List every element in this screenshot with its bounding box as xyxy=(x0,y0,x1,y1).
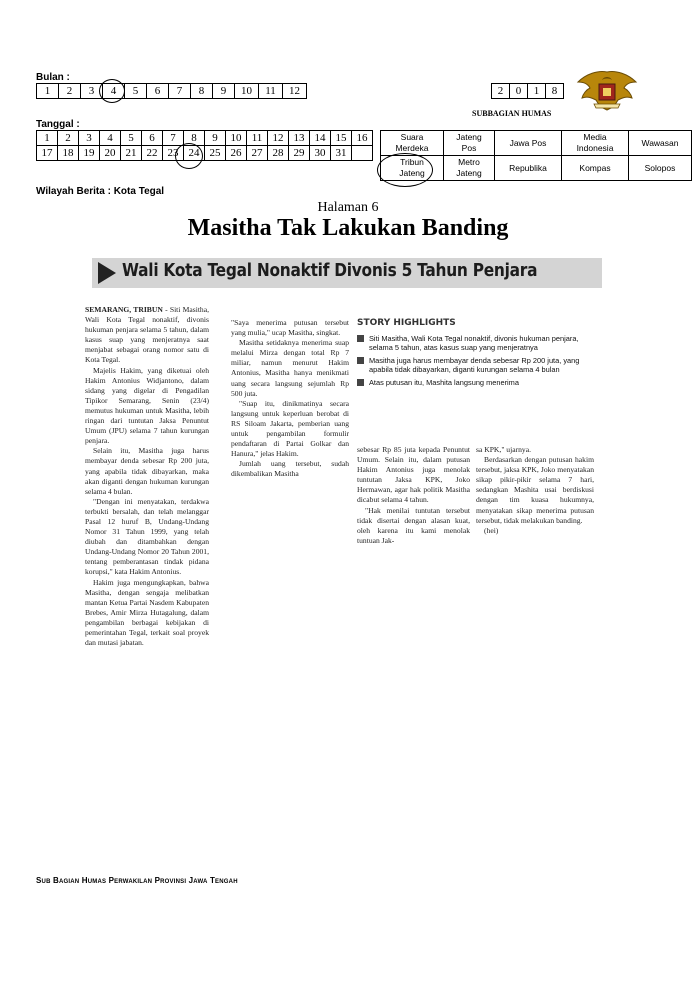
grid-cell: 29 xyxy=(289,146,310,161)
grid-cell: 1 xyxy=(37,131,58,146)
grid-cell: 1 xyxy=(37,84,59,99)
media-cell xyxy=(562,156,629,181)
media-name-line1: Kompas xyxy=(579,162,611,173)
media-name-line1: Suara xyxy=(400,132,424,142)
page-number: Halaman 6 xyxy=(317,200,379,215)
media-name-line2: Merdeka xyxy=(395,143,429,153)
article-paragraph xyxy=(231,318,349,338)
highlight-bullet-icon xyxy=(357,335,364,342)
paragraph-text: Hakim juga mengungkapkan, bahwa Masitha, dengan sengaja melibatkan mantan Ketua Partai Nasdem Kabupaten Brebes, Amir Mirza Hutagalung, dalam pengambilan berbagai kebijakan di pemerintahan Tegal, terkait soal proyek dan mutasi jabatan. xyxy=(85,577,209,648)
paragraph-text: (hei) xyxy=(484,525,499,535)
grid-cell: 11 xyxy=(259,84,283,99)
media-name-line1: Media xyxy=(583,132,607,142)
grid-cell: 7 xyxy=(169,84,191,99)
media-cell xyxy=(562,131,629,156)
article-paragraph xyxy=(85,305,209,366)
grid-cell: 26 xyxy=(226,146,247,161)
tanggal-label: Tanggal : xyxy=(36,119,80,130)
grid-cell: 23 xyxy=(163,146,184,161)
media-name-line1: Jateng xyxy=(456,132,482,142)
grid-cell: 12 xyxy=(268,131,289,146)
paragraph-text: "Dengan ini menyatakan, terdakwa terbukti bersalah, dan telah melanggar Pasal 12 huruf B, Undang-Undang Nomor 31 Tahun 1999, yang telah diubah dan ditambahkan dengan Undang-Undang Nomor 20 Tahun 2001, tentang pemberantasan tindak pidana korupsi," kata Hakim Antonius. xyxy=(85,496,209,577)
article-paragraph xyxy=(357,445,470,506)
highlight-bullet-icon xyxy=(357,379,364,386)
media-name-line1: Wawasan xyxy=(641,137,679,148)
selected-media-circle xyxy=(377,153,433,187)
highlight-text: Atas putusan itu, Mashita langsung menerima xyxy=(369,377,519,387)
highlight-bullet-icon xyxy=(357,357,364,364)
month-grid xyxy=(36,83,307,99)
headline-arrow-icon xyxy=(96,260,118,286)
selected-month-circle xyxy=(99,79,125,103)
grid-cell: 6 xyxy=(142,131,163,146)
article-column-2 xyxy=(231,318,349,558)
media-name-line1: Republika xyxy=(509,162,547,173)
paragraph-text: "Hak menilai tuntutan tersebut tidak disertai dengan alasan kuat, oleh karena itu kami menolak tuntuan Jak- xyxy=(357,505,470,545)
page-title: Masitha Tak Lakukan Banding xyxy=(187,215,509,241)
media-name-line1: Jawa Pos xyxy=(509,137,547,148)
article-paragraph xyxy=(85,446,209,496)
paragraph-text: Selain itu, Masitha juga harus membayar denda sebesar Rp 200 juta, yang apabila tidak dibayarkan, maka akan diganti dengan hukuman kurungan selama 4 bulan. xyxy=(85,446,209,496)
grid-cell: 2 xyxy=(492,84,510,99)
grid-cell: 3 xyxy=(79,131,100,146)
grid-cell: 21 xyxy=(121,146,142,161)
media-name-line2: Jateng xyxy=(456,168,482,178)
grid-cell: 3 xyxy=(81,84,103,99)
grid-cell: 24 xyxy=(184,146,205,161)
grid-cell: 8 xyxy=(191,84,213,99)
grid-cell: 5 xyxy=(121,131,142,146)
grid-cell: 8 xyxy=(184,131,205,146)
paragraph-text: Jumlah uang tersebut, sudah dikembalikan Masitha xyxy=(231,459,349,479)
paragraph-text: "Suap itu, dinikmatinya secara langsung untuk keperluan berobat di RS Siloam Jakarta, pemberian uang untuk pengambilan formulir pendaftaran di Partai Golkar dan Hanura," jelas Hakim. xyxy=(231,398,349,459)
day-grid xyxy=(36,130,373,161)
grid-cell: 11 xyxy=(247,131,268,146)
grid-cell: 2 xyxy=(59,84,81,99)
media-cell xyxy=(495,156,562,181)
media-cell xyxy=(444,131,495,156)
grid-cell: 7 xyxy=(163,131,184,146)
article-paragraph xyxy=(357,506,470,546)
grid-cell: 9 xyxy=(213,84,235,99)
grid-cell: 16 xyxy=(352,131,373,146)
media-cell xyxy=(381,131,444,156)
grid-cell: 8 xyxy=(546,84,564,99)
article-paragraph xyxy=(476,445,594,455)
media-cell xyxy=(444,156,495,181)
grid-cell: 20 xyxy=(100,146,121,161)
grid-cell: 25 xyxy=(205,146,226,161)
grid-cell: 6 xyxy=(147,84,169,99)
highlight-item xyxy=(357,378,599,387)
media-name-line2: Indonesia xyxy=(576,143,614,153)
grid-cell: 22 xyxy=(142,146,163,161)
article-column-1 xyxy=(85,305,209,865)
article-paragraph xyxy=(85,497,209,578)
media-name-line1: Tribun xyxy=(400,157,424,167)
paragraph-text: Majelis Hakim, yang diketuai oleh Hakim Antonius Widjantono, dalam sidang yang digelar di Pengadilan Tipikor Semarang, Senin (23/4) memutus hukuman untuk Masitha, lebih ringan dari tuntutan Jaksa Penuntut Umum (JPU) selama 7 tahun kurungan penjara. xyxy=(85,365,209,446)
grid-cell: 13 xyxy=(289,131,310,146)
grid-cell: 9 xyxy=(205,131,226,146)
grid-cell-empty xyxy=(352,146,373,161)
paragraph-text: sa KPK," ujarnya. xyxy=(476,445,531,454)
clipping-headline: Wali Kota Tegal Nonaktif Divonis 5 Tahun Penjara xyxy=(122,261,538,281)
grid-cell: 14 xyxy=(310,131,331,146)
grid-cell: 31 xyxy=(331,146,352,161)
highlight-item xyxy=(357,334,599,353)
wilayah-berita: Wilayah Berita : Kota Tegal xyxy=(36,186,165,197)
media-cell xyxy=(629,131,692,156)
article-paragraph xyxy=(231,399,349,460)
grid-cell: 27 xyxy=(247,146,268,161)
grid-cell: 28 xyxy=(268,146,289,161)
grid-cell: 2 xyxy=(58,131,79,146)
media-cell xyxy=(495,131,562,156)
paragraph-text: sebesar Rp 85 juta kepada Penuntut Umum. Selain itu, dalam putusan Hakim Antonius juga menolak tuntutan Jaksa KPK, Joko Hermawan, agar hak politik Masitha dicabut selama 4 tahun. xyxy=(357,445,470,505)
grid-cell: 4 xyxy=(100,131,121,146)
highlight-text: Masitha juga harus membayar denda sebesar Rp 200 juta, yang apabila tidak dibayarkan, diganti kurungan selama 4 bulan xyxy=(369,355,580,375)
grid-cell: 12 xyxy=(283,84,307,99)
media-name-line2: Jateng xyxy=(399,168,425,178)
paragraph-text: "Saya menerima putusan tersebut yang mulia," ucap Masitha, singkat. xyxy=(231,318,349,338)
selected-day-circle xyxy=(175,143,203,169)
article-paragraph xyxy=(476,526,594,536)
grid-cell: 4 xyxy=(103,84,125,99)
story-highlights-title: STORY HIGHLIGHTS xyxy=(357,318,456,328)
media-cell xyxy=(629,156,692,181)
article-paragraph xyxy=(85,578,209,649)
article-paragraph xyxy=(85,366,209,447)
grid-cell: 5 xyxy=(125,84,147,99)
highlight-text: Siti Masitha, Wali Kota Tegal nonaktif, divonis hukuman penjara, selama 5 tahun, atas kasus suap yang menjeratnya xyxy=(369,334,579,353)
article-column-4 xyxy=(476,445,594,555)
grid-cell: 0 xyxy=(510,84,528,99)
article-paragraph xyxy=(231,338,349,399)
grid-cell: 30 xyxy=(310,146,331,161)
article-paragraph xyxy=(231,459,349,479)
grid-cell: 18 xyxy=(58,146,79,161)
dateline: SEMARANG, TRIBUN xyxy=(85,305,163,314)
highlight-item xyxy=(357,356,599,375)
paragraph-text: - Siti Masitha, Wali Kota Tegal nonaktif, divonis hukuman penjara selama 5 tahun, dalam kasus suap yang menjeratnya saat menjabat sebagai orang nomor satu di Kota Tegal. xyxy=(85,305,209,365)
media-name-line2: Pos xyxy=(461,143,477,153)
office-name: SUBBAGIAN HUMAS xyxy=(472,109,552,118)
media-name-line1: Solopos xyxy=(644,162,676,173)
article-column-3 xyxy=(357,445,470,555)
grid-cell: 15 xyxy=(331,131,352,146)
paragraph-text: Berdasarkan dengan putusan hakim tersebut, jaksa KPK, Joko menyatakan sikap pikir-pikir selama 7 hari, sedangkan Mashita usai berdiskusi dengan tim kuasa hukumnya, menyatakan sikap menerima putusan tersebut, tidak melakukan banding. xyxy=(476,455,594,525)
media-name-line1: Metro xyxy=(458,157,480,167)
article-paragraph xyxy=(476,455,594,526)
grid-cell: 1 xyxy=(528,84,546,99)
grid-cell: 19 xyxy=(79,146,100,161)
story-highlights xyxy=(357,318,599,430)
paragraph-text: Masitha setidaknya menerima suap melalui Mirza dengan total Rp 7 miliar, namun menurut Hakim Antonius, Masitha hanya menikmati uang secara langsung sejumlah Rp 500 juta. xyxy=(231,338,349,398)
garuda-emblem-icon xyxy=(574,66,640,114)
grid-cell: 10 xyxy=(226,131,247,146)
bulan-label: Bulan : xyxy=(36,72,70,83)
grid-cell: 17 xyxy=(37,146,58,161)
footer-office: Sub Bagian Humas Perwakilan Provinsi Jawa Tengah xyxy=(36,876,238,885)
year-grid xyxy=(491,83,564,99)
grid-cell: 10 xyxy=(235,84,259,99)
